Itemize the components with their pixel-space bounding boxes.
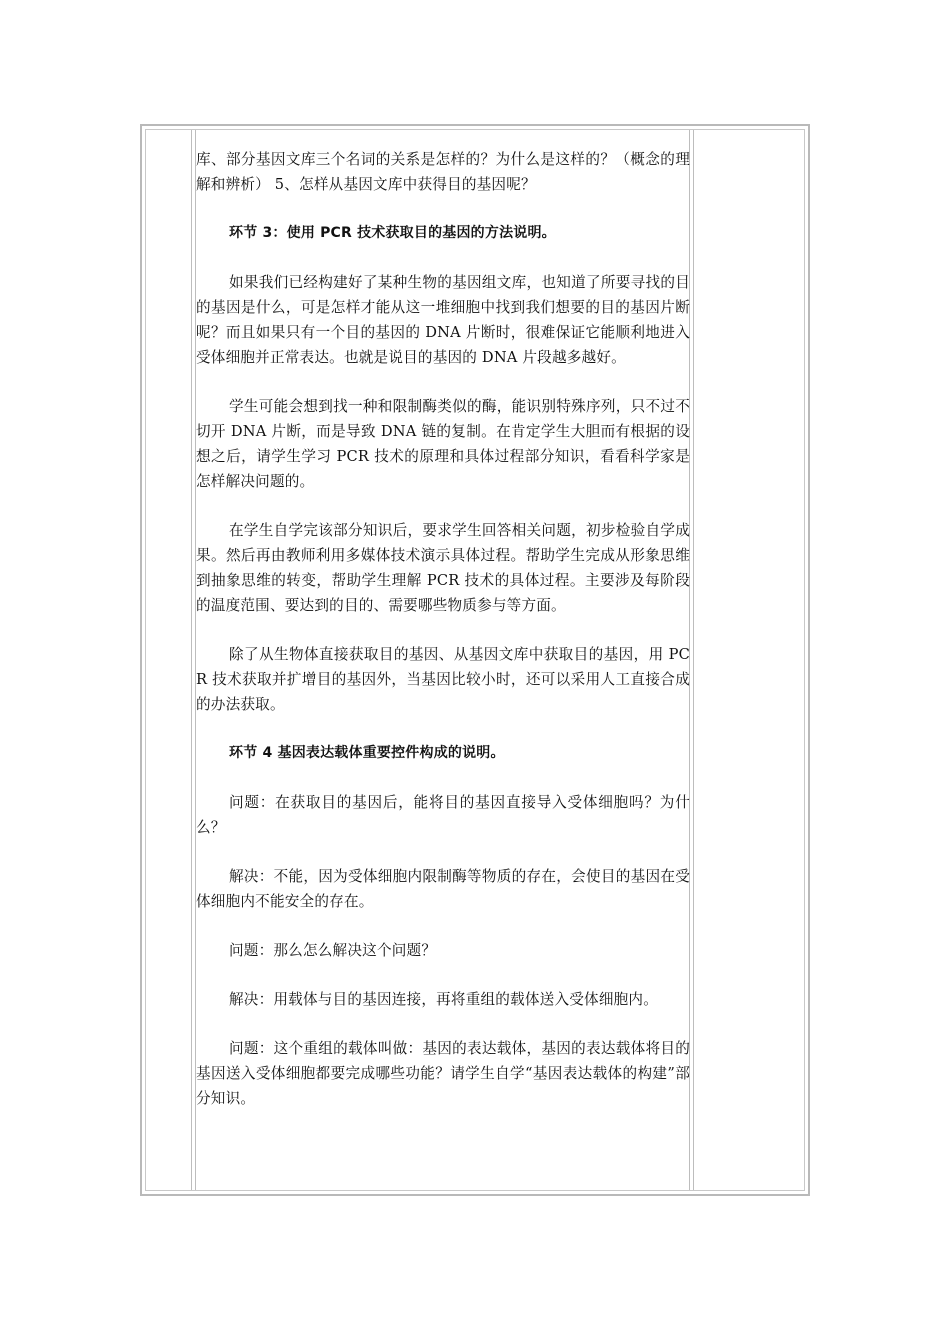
paragraph-answer-1: 解决：不能，因为受体细胞内限制酶等物质的存在，会使目的基因在受体细胞内不能安全的存在。 <box>196 868 690 910</box>
section-heading-4: 环节 4 基因表达载体重要控件构成的说明。 <box>229 745 505 761</box>
paragraph-student-idea: 学生可能会想到找一种和限制酶类似的酶，能识别特殊序列，只不过不切开 DNA 片断，而是导致 DNA 链的复制。在肯定学生大胆而有根据的设想之后，请学生学习 PCR 技术的原理和具体过程部分知识，看看科学家是怎样解决问题的。 <box>196 398 690 490</box>
paragraph-question-2: 问题：那么怎么解决这个问题？ <box>229 942 437 959</box>
table-cell-content <box>196 147 690 1111</box>
paragraph-self-study: 在学生自学完该部分知识后，要求学生回答相关问题，初步检验自学成果。然后再由教师利用多媒体技术演示具体过程。帮助学生完成从形象思维到抽象思维的转变，帮助学生理解 PCR 技术的具体过程。主要涉及每阶段的温度范围、要达到的目的、需要哪些物质参与等方面。 <box>196 522 690 614</box>
paragraph-question-3: 问题：这个重组的载体叫做：基因的表达载体，基因的表达载体将目的基因送入受体细胞都要完成哪些功能？请学生自学“基因表达载体的构建”部分知识。 <box>196 1040 690 1107</box>
paragraph-synthesis: 除了从生物体直接获取目的基因、从基因文库中获取目的基因，用 PCR 技术获取并扩增目的基因外，当基因比较小时，还可以采用人工直接合成的办法获取。 <box>196 646 690 713</box>
section-heading-3: 环节 3：使用 PCR 技术获取目的基因的方法说明。 <box>229 225 556 241</box>
paragraph-question-1: 问题：在获取目的基因后，能将目的基因直接导入受体细胞吗？为什么？ <box>196 794 690 836</box>
paragraph-answer-2: 解决：用载体与目的基因连接，再将重组的载体送入受体细胞内。 <box>229 991 659 1008</box>
paragraph-continued: 库、部分基因文库三个名词的关系是怎样的？为什么是这样的？（概念的理解和辨析） 5、怎样从基因文库中获得目的基因呢？ <box>196 151 690 193</box>
paragraph-pcr-intro: 如果我们已经构建好了某种生物的基因组文库，也知道了所要寻找的目的基因是什么，可是怎样才能从这一堆细胞中找到我们想要的目的基因片断呢？而且如果只有一个目的基因的 DNA 片断时，很难保证它能顺利地进入受体细胞并正常表达。也就是说目的基因的 DNA 片段越多越好。 <box>196 274 690 366</box>
